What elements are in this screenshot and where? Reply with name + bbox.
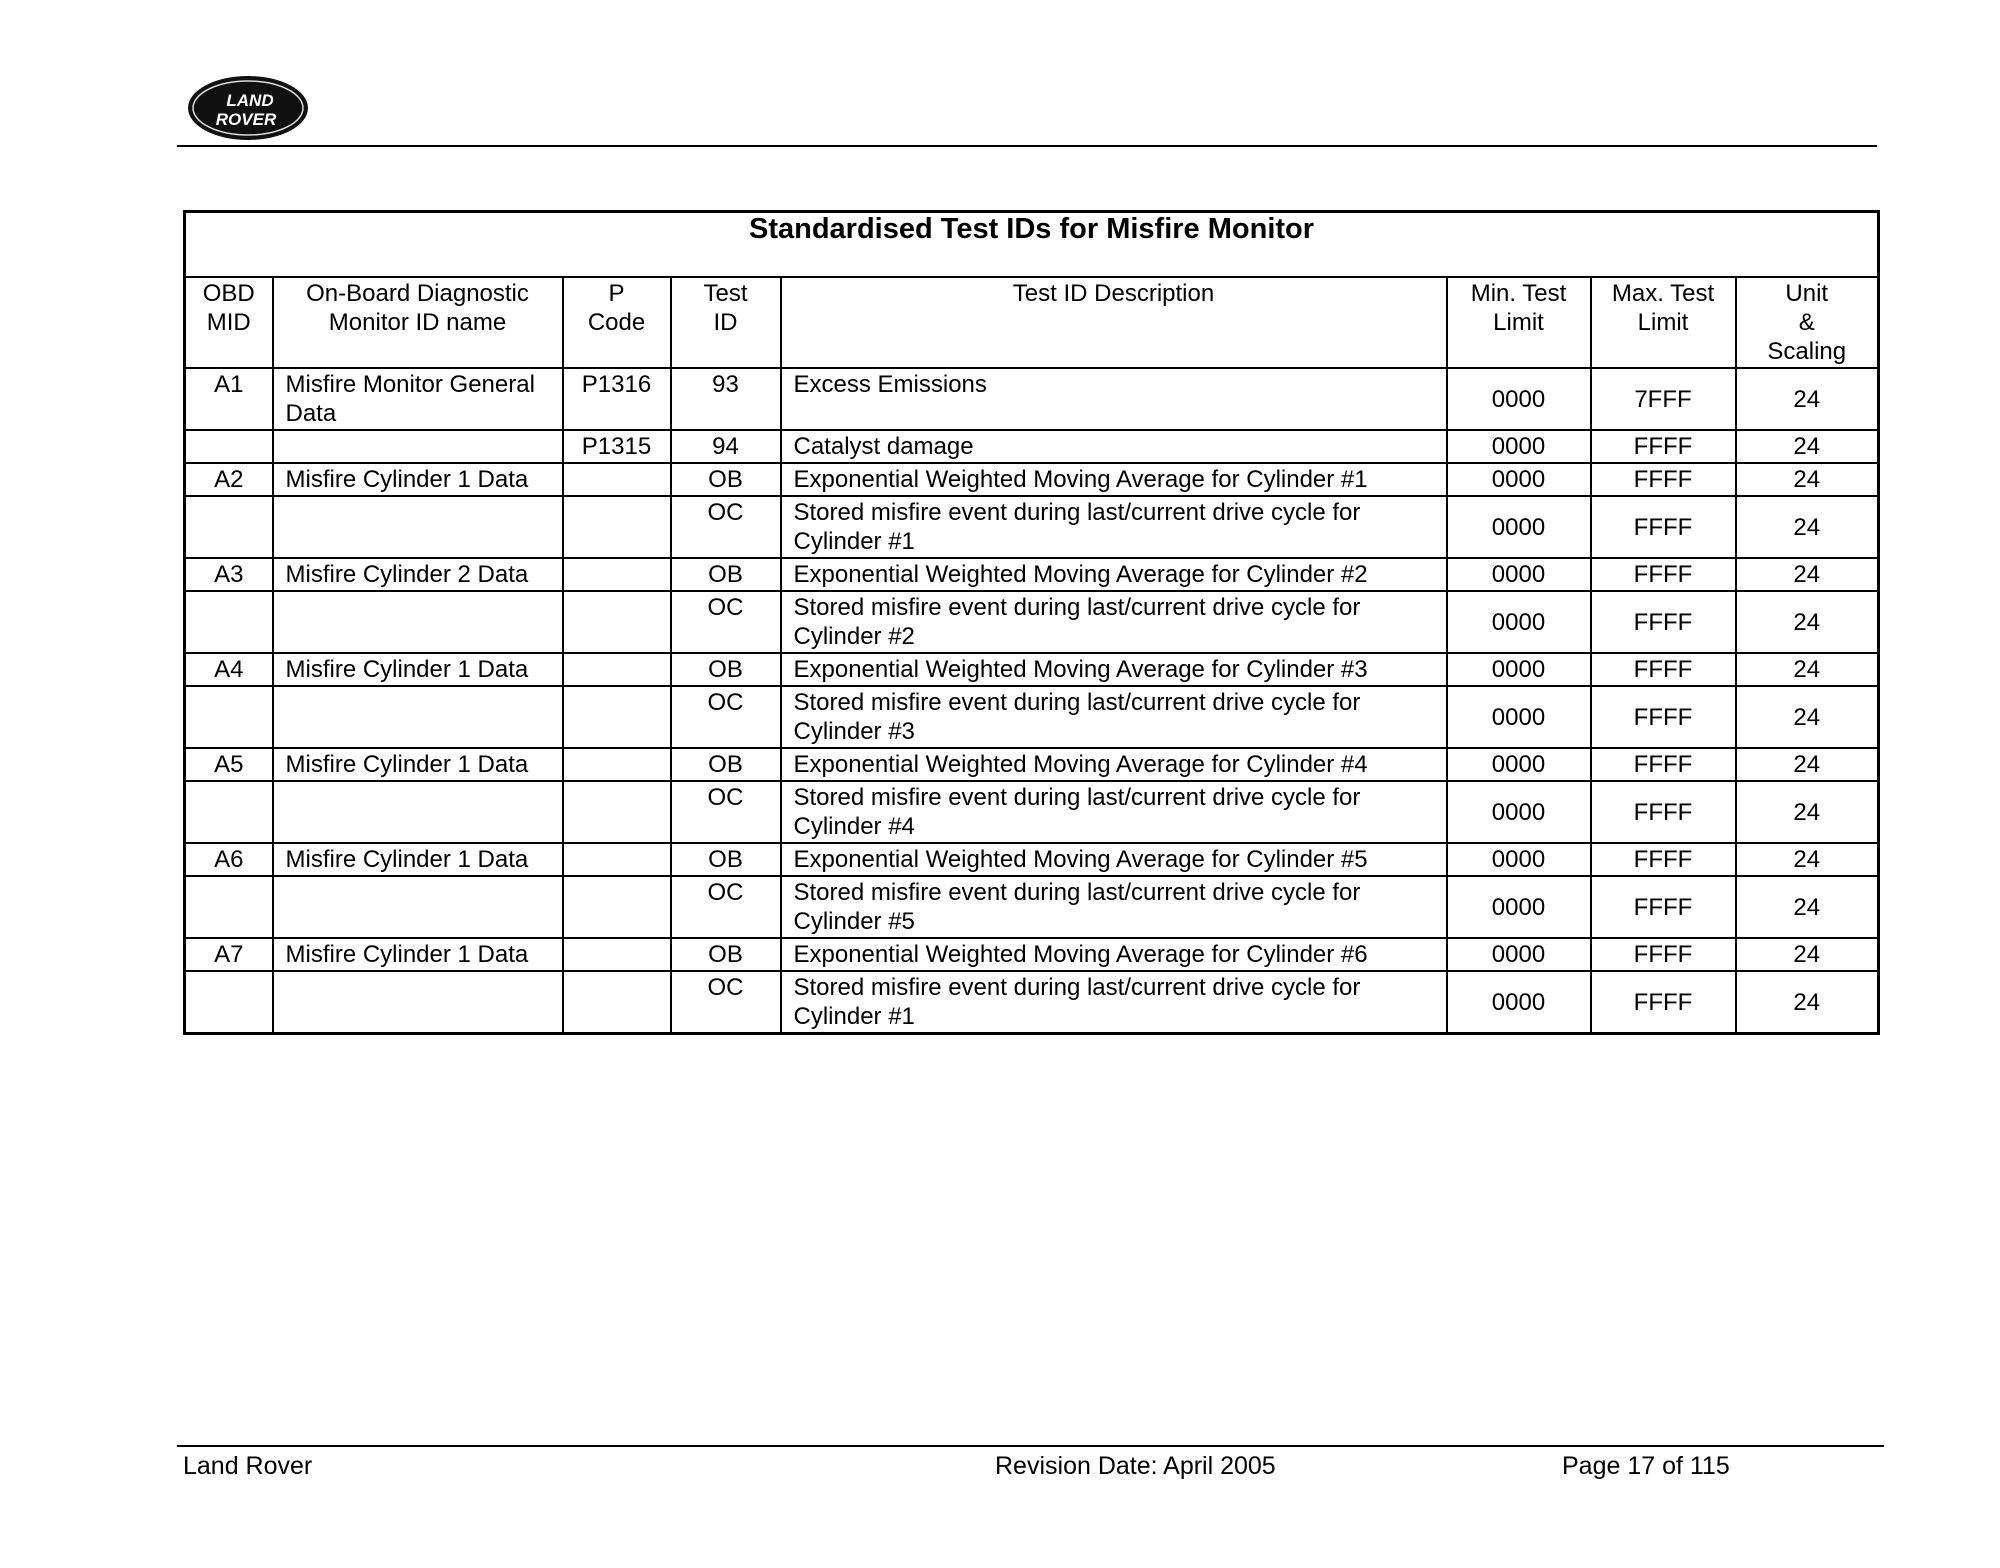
cell-name [273, 781, 563, 843]
column-header-text: Monitor ID name [328, 309, 507, 336]
cell-max: FFFF [1591, 430, 1736, 463]
column-header-text: On-Board Diagnostic [306, 280, 529, 307]
cell-pcode [563, 971, 671, 1034]
cell-tid: OB [671, 843, 781, 876]
misfire-test-id-table [183, 210, 1880, 1035]
cell-min: 0000 [1447, 430, 1591, 463]
cell-tid: 93 [671, 368, 781, 430]
cell-desc: Stored misfire event during last/current drive cycle for Cylinder #4 [781, 781, 1447, 843]
cell-desc: Stored misfire event during last/current drive cycle for Cylinder #5 [781, 876, 1447, 938]
cell-name [273, 430, 563, 463]
footer-revision-date: Revision Date: April 2005 [995, 1452, 1276, 1480]
table-row [185, 781, 1879, 843]
cell-min: 0000 [1447, 748, 1591, 781]
cell-name: Misfire Cylinder 1 Data [273, 653, 563, 686]
column-header-text: Limit [1637, 309, 1689, 336]
cell-max: 7FFF [1591, 368, 1736, 430]
table-row [185, 843, 1879, 876]
column-header-text: Scaling [1767, 338, 1847, 365]
table-row [185, 496, 1879, 558]
column-header [563, 277, 671, 368]
table-row [185, 591, 1879, 653]
cell-desc: Stored misfire event during last/current drive cycle for Cylinder #3 [781, 686, 1447, 748]
cell-min: 0000 [1447, 496, 1591, 558]
cell-unit: 24 [1736, 781, 1879, 843]
column-header-text: Min. Test [1470, 280, 1567, 307]
cell-unit: 24 [1736, 653, 1879, 686]
column-header [1447, 277, 1591, 368]
cell-desc: Exponential Weighted Moving Average for Cylinder #6 [781, 938, 1447, 971]
cell-pcode [563, 686, 671, 748]
column-header-text: & [1798, 309, 1815, 336]
cell-unit: 24 [1736, 368, 1879, 430]
cell-mid [185, 430, 273, 463]
cell-min: 0000 [1447, 781, 1591, 843]
cell-unit: 24 [1736, 496, 1879, 558]
cell-mid: A1 [185, 368, 273, 430]
cell-max: FFFF [1591, 843, 1736, 876]
cell-min: 0000 [1447, 876, 1591, 938]
cell-min: 0000 [1447, 686, 1591, 748]
column-header-text: Test ID Description [1012, 280, 1215, 307]
table-row [185, 558, 1879, 591]
cell-desc: Exponential Weighted Moving Average for Cylinder #2 [781, 558, 1447, 591]
footer-page-number: Page 17 of 115 [1562, 1452, 1730, 1480]
cell-desc: Catalyst damage [781, 430, 1447, 463]
cell-tid: OB [671, 463, 781, 496]
cell-tid: OC [671, 686, 781, 748]
column-header-text: Limit [1493, 309, 1544, 336]
cell-name [273, 496, 563, 558]
cell-pcode [563, 843, 671, 876]
cell-max: FFFF [1591, 686, 1736, 748]
column-header-text: Unit [1785, 280, 1829, 307]
cell-pcode [563, 781, 671, 843]
cell-tid: OC [671, 781, 781, 843]
cell-mid: A7 [185, 938, 273, 971]
cell-mid: A5 [185, 748, 273, 781]
cell-tid: OB [671, 748, 781, 781]
cell-tid: OC [671, 496, 781, 558]
cell-name [273, 591, 563, 653]
logo-text-land: LAND [226, 91, 274, 110]
cell-max: FFFF [1591, 558, 1736, 591]
column-header-text: MID [206, 309, 251, 336]
cell-desc: Stored misfire event during last/current drive cycle for Cylinder #2 [781, 591, 1447, 653]
column-header-text: Test [703, 280, 748, 307]
cell-tid: OC [671, 876, 781, 938]
column-header-text: OBD [202, 280, 255, 307]
cell-max: FFFF [1591, 591, 1736, 653]
footer-rule [177, 1445, 1884, 1447]
column-header [1591, 277, 1736, 368]
cell-max: FFFF [1591, 781, 1736, 843]
cell-pcode [563, 463, 671, 496]
table-row [185, 686, 1879, 748]
cell-name: Misfire Cylinder 1 Data [273, 843, 563, 876]
cell-pcode [563, 591, 671, 653]
cell-min: 0000 [1447, 591, 1591, 653]
cell-mid: A2 [185, 463, 273, 496]
cell-min: 0000 [1447, 971, 1591, 1034]
logo-text-rover: ROVER [215, 110, 277, 129]
footer-left: Land Rover [183, 1452, 313, 1480]
cell-desc: Exponential Weighted Moving Average for Cylinder #5 [781, 843, 1447, 876]
cell-pcode: P1315 [563, 430, 671, 463]
header-rule [177, 145, 1877, 147]
cell-min: 0000 [1447, 843, 1591, 876]
cell-desc: Stored misfire event during last/current drive cycle for Cylinder #1 [781, 496, 1447, 558]
column-header [671, 277, 781, 368]
cell-unit: 24 [1736, 971, 1879, 1034]
column-header-text: Code [587, 309, 646, 336]
table-row [185, 971, 1879, 1034]
cell-unit: 24 [1736, 591, 1879, 653]
cell-mid: A4 [185, 653, 273, 686]
cell-pcode [563, 748, 671, 781]
table-row [185, 430, 1879, 463]
cell-name [273, 876, 563, 938]
cell-max: FFFF [1591, 938, 1736, 971]
cell-tid: OC [671, 591, 781, 653]
cell-max: FFFF [1591, 653, 1736, 686]
cell-mid: A3 [185, 558, 273, 591]
table-header-row [185, 277, 1879, 368]
column-header [185, 277, 273, 368]
cell-unit: 24 [1736, 463, 1879, 496]
cell-mid: A6 [185, 843, 273, 876]
cell-max: FFFF [1591, 463, 1736, 496]
cell-max: FFFF [1591, 971, 1736, 1034]
cell-pcode [563, 558, 671, 591]
column-header [1736, 277, 1879, 368]
cell-desc: Exponential Weighted Moving Average for Cylinder #1 [781, 463, 1447, 496]
table-row [185, 938, 1879, 971]
cell-desc: Excess Emissions [781, 368, 1447, 430]
cell-name: Misfire Cylinder 1 Data [273, 748, 563, 781]
cell-min: 0000 [1447, 463, 1591, 496]
cell-desc: Exponential Weighted Moving Average for Cylinder #4 [781, 748, 1447, 781]
cell-unit: 24 [1736, 558, 1879, 591]
cell-min: 0000 [1447, 558, 1591, 591]
cell-name: Misfire Monitor General Data [273, 368, 563, 430]
cell-unit: 24 [1736, 876, 1879, 938]
cell-name [273, 686, 563, 748]
table-row [185, 653, 1879, 686]
cell-mid [185, 686, 273, 748]
cell-min: 0000 [1447, 368, 1591, 430]
cell-min: 0000 [1447, 653, 1591, 686]
table-row [185, 748, 1879, 781]
table-row [185, 463, 1879, 496]
cell-tid: OB [671, 938, 781, 971]
table-row [185, 368, 1879, 430]
cell-mid [185, 971, 273, 1034]
cell-mid [185, 496, 273, 558]
cell-mid [185, 781, 273, 843]
cell-unit: 24 [1736, 430, 1879, 463]
cell-name: Misfire Cylinder 1 Data [273, 463, 563, 496]
cell-desc: Exponential Weighted Moving Average for Cylinder #3 [781, 653, 1447, 686]
cell-tid: OC [671, 971, 781, 1034]
cell-mid [185, 876, 273, 938]
cell-name: Misfire Cylinder 2 Data [273, 558, 563, 591]
cell-pcode [563, 938, 671, 971]
column-header-text: ID [713, 309, 738, 336]
cell-max: FFFF [1591, 876, 1736, 938]
cell-name [273, 971, 563, 1034]
cell-min: 0000 [1447, 938, 1591, 971]
cell-unit: 24 [1736, 843, 1879, 876]
cell-max: FFFF [1591, 748, 1736, 781]
cell-unit: 24 [1736, 686, 1879, 748]
column-header-text: Max. Test [1611, 280, 1715, 307]
cell-pcode: P1316 [563, 368, 671, 430]
cell-max: FFFF [1591, 496, 1736, 558]
cell-tid: 94 [671, 430, 781, 463]
cell-unit: 24 [1736, 938, 1879, 971]
column-header [273, 277, 563, 368]
cell-tid: OB [671, 653, 781, 686]
land-rover-logo [186, 74, 310, 142]
cell-pcode [563, 876, 671, 938]
cell-pcode [563, 496, 671, 558]
column-header-text: P [608, 280, 625, 307]
table-row [185, 876, 1879, 938]
cell-unit: 24 [1736, 748, 1879, 781]
cell-tid: OB [671, 558, 781, 591]
cell-name: Misfire Cylinder 1 Data [273, 938, 563, 971]
cell-pcode [563, 653, 671, 686]
cell-mid [185, 591, 273, 653]
table-title: Standardised Test IDs for Misfire Monitor [185, 212, 1879, 278]
cell-desc: Stored misfire event during last/current drive cycle for Cylinder #1 [781, 971, 1447, 1034]
column-header [781, 277, 1447, 368]
